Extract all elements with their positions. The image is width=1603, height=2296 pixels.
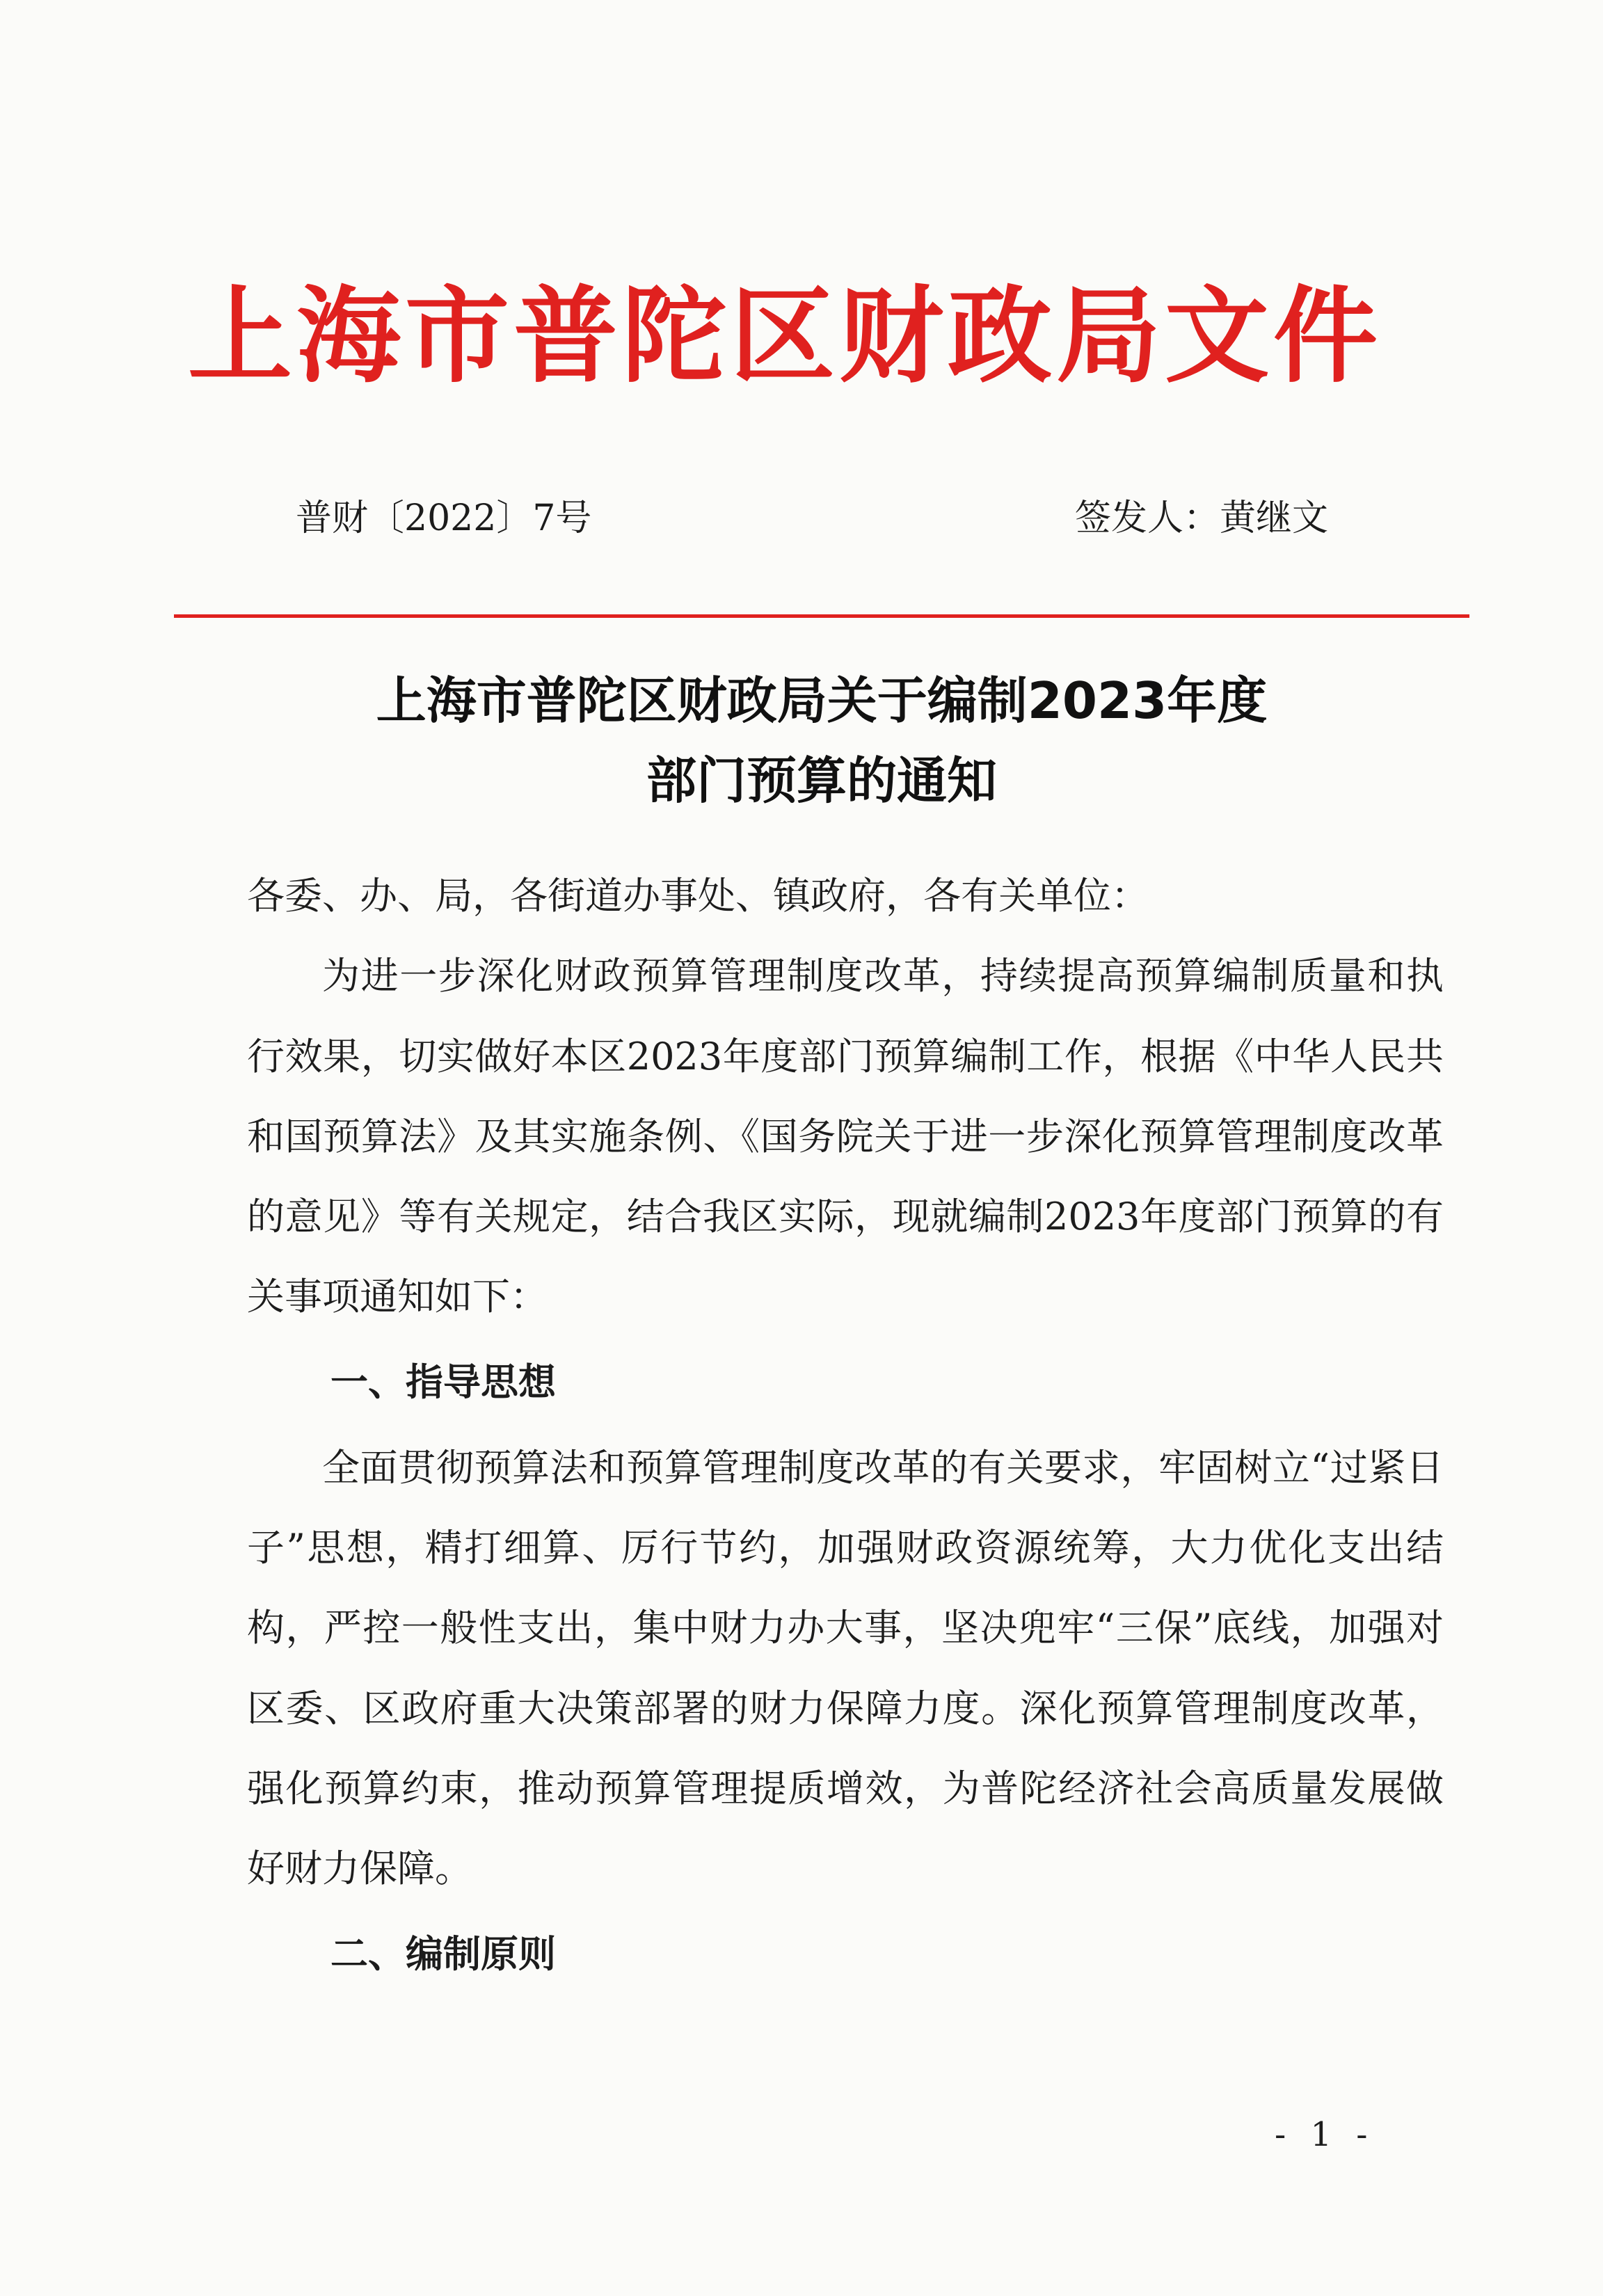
issuer-signature: 签发人：黄继文	[1075, 497, 1329, 539]
section-heading-1: 一、指导思想	[330, 1360, 556, 1404]
document-header-title: 上海市普陀区财政局文件	[188, 275, 1382, 397]
section-1-paragraph: 全面贯彻预算法和预算管理制度改革的有关要求，牢固树立“过紧日子”思想，精打细算、厉行节约，加强财政资源统筹，大力优化支出结构，严控一般性支出，集中财力办大事，坚决兜牢“三保”底线，加强对区委、区政府重大决策部署的财力保障力度。深化预算管理制度改革，强化预算约束，推动预算管理提质增效，为普陀经济社会高质量发展做好财力保障。	[247, 1445, 1444, 1891]
notice-title	[174, 661, 1469, 821]
document-number: 普财〔2022〕7号	[296, 497, 592, 539]
intro-paragraph: 为进一步深化财政预算管理制度改革，持续提高预算编制质量和执行效果，切实做好本区2023年度部门预算编制工作，根据《中华人民共和国预算法》及其实施条例、《国务院关于进一步深化预算管理制度改革的意见》等有关规定，结合我区实际，现就编制2023年度部门预算的有关事项通知如下：	[247, 954, 1444, 1319]
salutation: 各委、办、局，各街道办事处、镇政府，各有关单位：	[247, 874, 1149, 918]
notice-title-line-2: 部门预算的通知	[646, 751, 997, 810]
notice-title-line-1: 上海市普陀区财政局关于编制2023年度	[376, 671, 1268, 730]
section-heading-2: 二、编制原则	[330, 1931, 556, 1976]
document-body	[247, 856, 1444, 2000]
red-divider-line	[174, 614, 1469, 618]
page-number: - 1 -	[1275, 2115, 1375, 2154]
